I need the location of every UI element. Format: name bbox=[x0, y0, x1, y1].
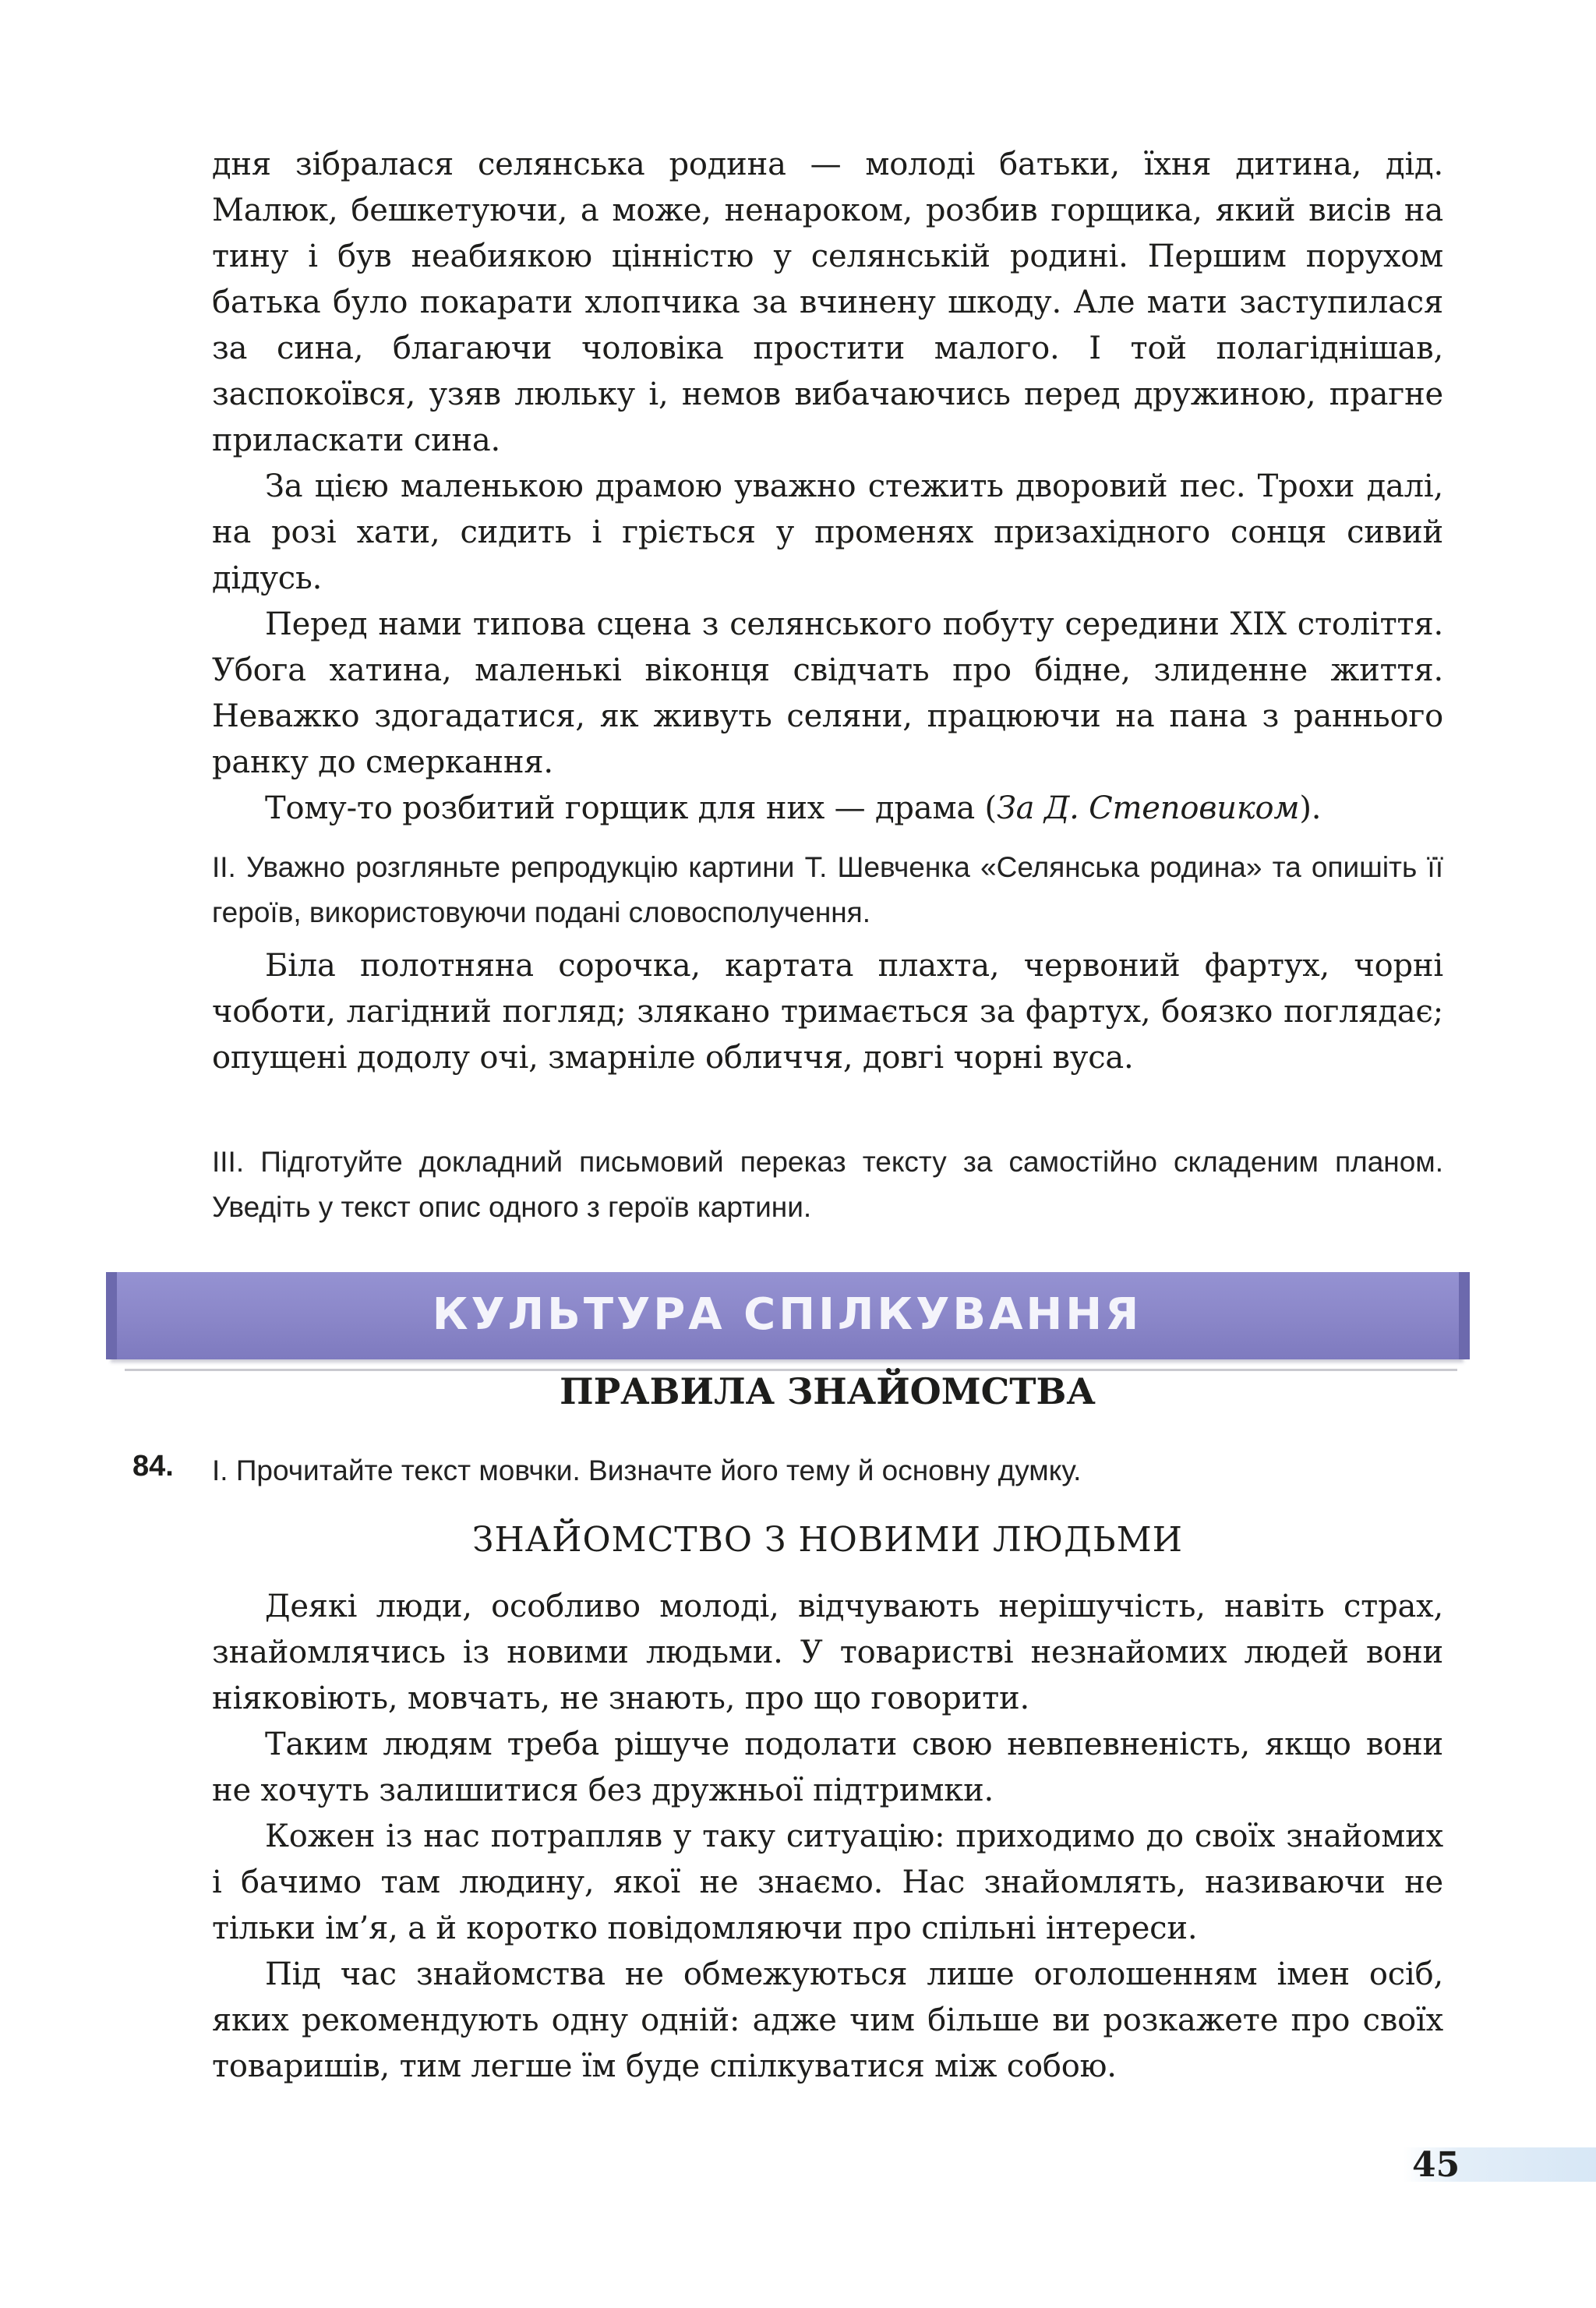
paragraph-shyness: Деякі люди, особливо молоді, відчувають нерішучість, навіть страх, знайомлячись із новими людьми. У товаристві незнайомих людей вони ніяковіють, мовчать, не знають, про що говорити. bbox=[212, 1589, 1443, 1716]
task-2 bbox=[212, 845, 1443, 935]
task-3 bbox=[212, 1140, 1443, 1230]
paragraph-context: Перед нами типова сцена з селянського побуту середини XIX століття. Убога хатина, маленькі віконця свідчать про бідне, злиденне життя. Неважко здогадатися, як живуть селяни, працюючи на пана з раннього ранку до смеркання. bbox=[212, 606, 1443, 780]
exercise-task-text: I. Прочитайте текст мовчки. Визначте його тему й основну думку. bbox=[212, 1454, 1082, 1486]
task-3-text: III. Підготуйте докладний письмовий переказ тексту за самостійно складеним планом. Уведіть у текст опис одного з героїв картини. bbox=[212, 1146, 1443, 1223]
paragraph-scene: дня зібралася селянська родина — молоді батьки, їхня дитина, дід. Малюк, бешкетуючи, а може, ненароком, розбив горщика, який висів на тину і був неабиякою цінністю у селянській родині. Першим порухом батька було покарати хлопчика за вчинену шкоду. Але мати заступилася за сина, благаючи чоловіка простити малого. І той полагіднішав, заспокоївся, узяв люльку і, немов вибачаючись перед дружиною, прагне приласкати сина. bbox=[212, 147, 1443, 458]
section-band-title: КУЛЬТУРА СПІЛКУВАННЯ bbox=[432, 1289, 1142, 1340]
text-title: ЗНАЙОМСТВО З НОВИМИ ЛЮДЬМИ bbox=[471, 1520, 1184, 1560]
section-band bbox=[111, 1272, 1464, 1359]
phrases-block bbox=[212, 943, 1443, 1081]
section-title: ПРАВИЛА ЗНАЙОМСТВА bbox=[560, 1370, 1096, 1412]
phrases-text: Біла полотняна сорочка, картата плахта, червоний фартух, чорні чоботи, лагідний погляд; злякано тримається за фартух, боязко поглядає; опущені додолу очі, змарніле обличчя, довгі чорні вуса. bbox=[212, 948, 1443, 1076]
conclusion-close: ). bbox=[1299, 790, 1322, 826]
bottom-text-block bbox=[212, 1584, 1443, 2090]
task-2-text: II. Уважно розгляньте репродукцію картини Т. Шевченка «Селянська родина» та опишіть її героїв, використовуючи подані словосполучення. bbox=[212, 851, 1443, 928]
paragraph-situation: Кожен із нас потрапляв у таку ситуацію: приходимо до своїх знайомих і бачимо там людину, якої не знаємо. Нас знайомлять, називаючи не тільки ім’я, а й коротко повідомляючи про спільні інтереси. bbox=[212, 1818, 1443, 1946]
source-attribution: За Д. Степовиком bbox=[996, 790, 1300, 826]
top-text-block bbox=[212, 142, 1443, 832]
conclusion-text: Тому-то розбитий горщик для них — драма ( bbox=[265, 790, 997, 826]
page-number: 45 bbox=[1412, 2145, 1460, 2185]
paragraph-conclusion bbox=[212, 786, 1443, 832]
exercise-number: 84. bbox=[132, 1450, 174, 1483]
exercise-task bbox=[212, 1448, 1443, 1493]
paragraph-introduction: Під час знайомства не обмежуються лише оголошенням імен осіб, яких рекомендують одну одній: адже чим більше ви розкажете про своїх товаришів, тим легше їм буде спілкуватися між собою. bbox=[212, 1956, 1443, 2084]
paragraph-overcome: Таким людям треба рішуче подолати свою невпевненість, якщо вони не хочуть залишитися без дружньої підтримки. bbox=[212, 1727, 1443, 1808]
paragraph-dog: За цією маленькою драмою уважно стежить дворовий пес. Трохи далі, на розі хати, сидить і гріється у променях призахідного сонця сивий дідусь. bbox=[212, 468, 1443, 596]
